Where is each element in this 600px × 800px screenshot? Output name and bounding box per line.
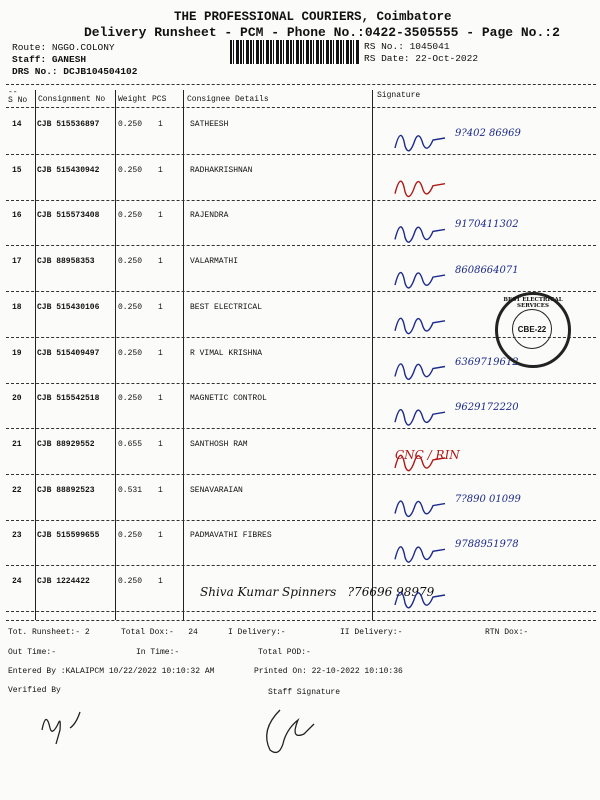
row-weight: 0.250 <box>118 211 143 221</box>
i-delivery: I Delivery:- <box>228 628 286 637</box>
row-weight: 0.250 <box>118 302 143 312</box>
row-sno: 22 <box>12 485 22 495</box>
col-sno: S No <box>8 96 28 105</box>
row-consignee: VALARMATHI <box>190 257 239 267</box>
row-pcs: 1 <box>158 577 163 586</box>
drs-number: DRS No.: DCJB104504102 <box>12 66 138 77</box>
signature-scribble <box>395 181 445 196</box>
row-pcs: 1 <box>158 211 163 221</box>
signature-scribble <box>395 592 445 607</box>
row-sno: 18 <box>12 302 22 312</box>
row-consignee: SATHEESH <box>190 120 229 129</box>
total-dox: Total Dox:- 24 <box>121 628 198 637</box>
stamp-ring-text: BEST ELECTRICAL SERVICES <box>503 297 563 309</box>
col-weight: Weight <box>118 95 147 104</box>
total-pod: Total POD:- <box>258 648 311 657</box>
handwritten-note: 6369719612 <box>455 356 519 368</box>
row-pcs: 1 <box>158 165 163 175</box>
handwritten-note: 9629172220 <box>455 402 519 414</box>
row-consignment-no: CJB 88958353 <box>37 257 95 267</box>
row-consignment-no: CJB 1224422 <box>37 577 90 586</box>
row-pcs: 1 <box>158 348 163 358</box>
in-time: In Time:- <box>136 648 180 657</box>
row-consignment-no: CJB 515599655 <box>37 531 100 541</box>
signature-scribble <box>395 455 445 470</box>
signature-scribble <box>395 547 445 562</box>
row-sno: 21 <box>12 439 22 449</box>
out-time: Out Time:- <box>8 648 57 657</box>
route: Route: NGGO.COLONY <box>12 42 115 53</box>
row-consignee: BEST ELECTRICAL <box>190 302 263 312</box>
entered-by: Entered By :KALAIPCM 10/22/2022 10:10:32 AM <box>8 667 215 676</box>
row-pcs: 1 <box>158 439 163 449</box>
printed-on: Printed On: 22-10-2022 10:10:36 <box>254 667 403 676</box>
col-consignee: Consignee Details <box>187 95 269 104</box>
row-consignment-no: CJB 515430942 <box>37 165 100 175</box>
row-weight: 0.250 <box>118 577 143 586</box>
row-pcs: 1 <box>158 120 163 129</box>
row-weight: 0.250 <box>118 257 143 267</box>
staff-signature <box>250 700 340 760</box>
signature-scribble <box>395 135 445 150</box>
row-sno: 17 <box>12 257 22 267</box>
row-sno: 20 <box>12 394 22 404</box>
signature-scribble <box>395 318 445 333</box>
row-pcs: 1 <box>158 485 163 495</box>
handwritten-note: 7?890 01099 <box>455 493 521 505</box>
row-consignee: R VIMAL KRISHNA <box>190 348 263 358</box>
handwritten-note: Shiva Kumar Spinners ?76696 98979 <box>200 585 435 599</box>
row-consignment-no: CJB 515542518 <box>37 394 100 404</box>
row-sno: 16 <box>12 211 22 221</box>
handwritten-note: 9?402 86969 <box>455 128 521 139</box>
signature-scribble <box>395 273 445 288</box>
company-title: THE PROFESSIONAL COURIERS, Coimbatore <box>174 10 452 24</box>
row-weight: 0.250 <box>118 531 143 541</box>
row-sno: 14 <box>12 120 22 129</box>
row-weight: 0.250 <box>118 120 143 129</box>
verifier-signature <box>30 700 110 750</box>
col-pcs: PCS <box>152 95 167 104</box>
row-weight: 0.250 <box>118 394 143 404</box>
rs-number: RS No.: 1045041 <box>364 41 450 52</box>
row-sno: 23 <box>12 531 22 541</box>
signature-scribble <box>395 501 445 516</box>
row-pcs: 1 <box>158 394 163 404</box>
row-consignment-no: CJB 88892523 <box>37 485 95 495</box>
signature-scribble <box>395 410 445 425</box>
ii-delivery: II Delivery:- <box>340 628 403 637</box>
row-pcs: 1 <box>158 531 163 541</box>
tot-runsheet: Tot. Runsheet:- 2 <box>8 628 90 637</box>
row-consignee: SANTHOSH RAM <box>190 439 248 449</box>
row-consignment-no: CJB 515573408 <box>37 211 100 221</box>
runsheet-subtitle: Delivery Runsheet - PCM - Phone No.:0422-3505555 - Page No.:2 <box>84 25 560 40</box>
row-pcs: 1 <box>158 302 163 312</box>
row-consignee: RADHAKRISHNAN <box>190 165 253 175</box>
rs-date: RS Date: 22-Oct-2022 <box>364 53 479 64</box>
row-weight: 0.655 <box>118 439 143 449</box>
stamp-center-text: CBE-22 <box>512 309 552 349</box>
col-consignment: Consignment No <box>38 95 106 104</box>
row-weight: 0.531 <box>118 485 143 495</box>
staff: Staff: GANESH <box>12 54 87 65</box>
row-pcs: 1 <box>158 257 163 267</box>
row-weight: 0.250 <box>118 348 143 358</box>
handwritten-note: 8608664071 <box>455 265 519 277</box>
handwritten-note: 9170411302 <box>455 219 519 231</box>
row-consignment-no: CJB 515536897 <box>37 120 100 129</box>
row-sno: 24 <box>12 577 22 586</box>
row-weight: 0.250 <box>118 165 143 175</box>
handwritten-note: CNC / RIN <box>395 447 460 462</box>
row-consignee: RAJENDRA <box>190 211 229 221</box>
divider <box>6 620 596 621</box>
company-stamp <box>495 292 571 368</box>
rtn-dox: RTN Dox:- <box>485 628 529 637</box>
staff-signature-label: Staff Signature <box>268 688 341 697</box>
verified-by: Verified By <box>8 686 61 695</box>
signature-scribble <box>395 227 445 242</box>
row-consignment-no: CJB 515409497 <box>37 348 100 358</box>
handwritten-note: 9788951978 <box>455 539 519 551</box>
row-consignment-no: CJB 515430106 <box>37 302 100 312</box>
col-signature: Signature <box>377 91 421 100</box>
row-consignee: MAGNETIC CONTROL <box>190 394 267 404</box>
row-sno: 19 <box>12 348 22 358</box>
row-sno: 15 <box>12 165 22 175</box>
row-consignment-no: CJB 88929552 <box>37 439 95 449</box>
row-consignee: SENAVARAIAN <box>190 485 243 495</box>
signature-scribble <box>395 364 445 379</box>
row-consignee: PADMAVATHI FIBRES <box>190 531 272 541</box>
